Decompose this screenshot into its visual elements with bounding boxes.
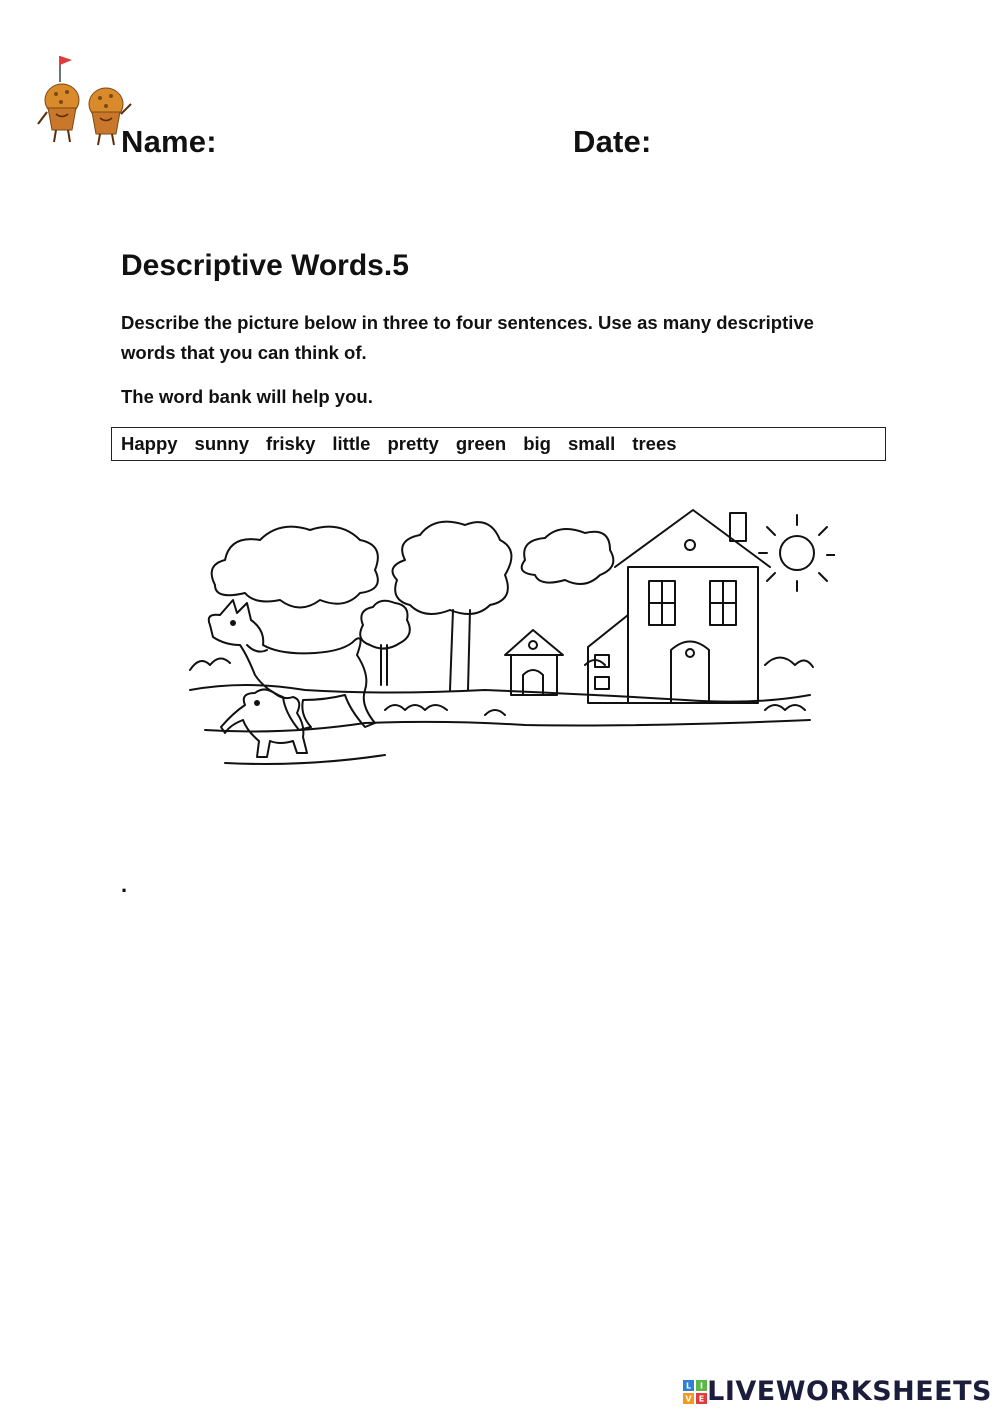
word-bank-word: green bbox=[455, 433, 507, 454]
word-bank-word: small bbox=[567, 433, 616, 454]
logo-letter: E bbox=[698, 1394, 705, 1403]
date-label: Date: bbox=[573, 124, 652, 159]
worksheet-title: Descriptive Words.5 bbox=[121, 249, 409, 282]
word-bank-word: sunny bbox=[194, 433, 250, 454]
brand-name: LIVEWORKSHEETS bbox=[707, 1376, 992, 1407]
instruction-text: Describe the picture below in three to four sentences. Use as many descriptive words that you can think of. bbox=[121, 312, 814, 363]
liveworksheets-logo bbox=[683, 1376, 992, 1407]
word-bank bbox=[111, 427, 886, 461]
muffin-mascot-icon bbox=[34, 52, 134, 147]
word-bank-hint: The word bank will help you. bbox=[121, 386, 373, 407]
house-dogs-scene-illustration bbox=[185, 505, 835, 775]
liveworksheets-logo-icon bbox=[683, 1380, 707, 1404]
word-bank-word: little bbox=[332, 433, 371, 454]
logo-letter: L bbox=[686, 1381, 692, 1390]
name-label: Name: bbox=[121, 124, 217, 159]
word-bank-word: Happy bbox=[121, 433, 178, 454]
logo-letter: I bbox=[700, 1381, 704, 1390]
answer-area-dot: . bbox=[121, 872, 128, 897]
logo-letter: V bbox=[685, 1394, 692, 1403]
word-bank-word: pretty bbox=[387, 433, 439, 454]
word-bank-word: trees bbox=[632, 433, 677, 454]
word-bank-word: big bbox=[523, 433, 551, 454]
word-bank-word: frisky bbox=[266, 433, 316, 454]
